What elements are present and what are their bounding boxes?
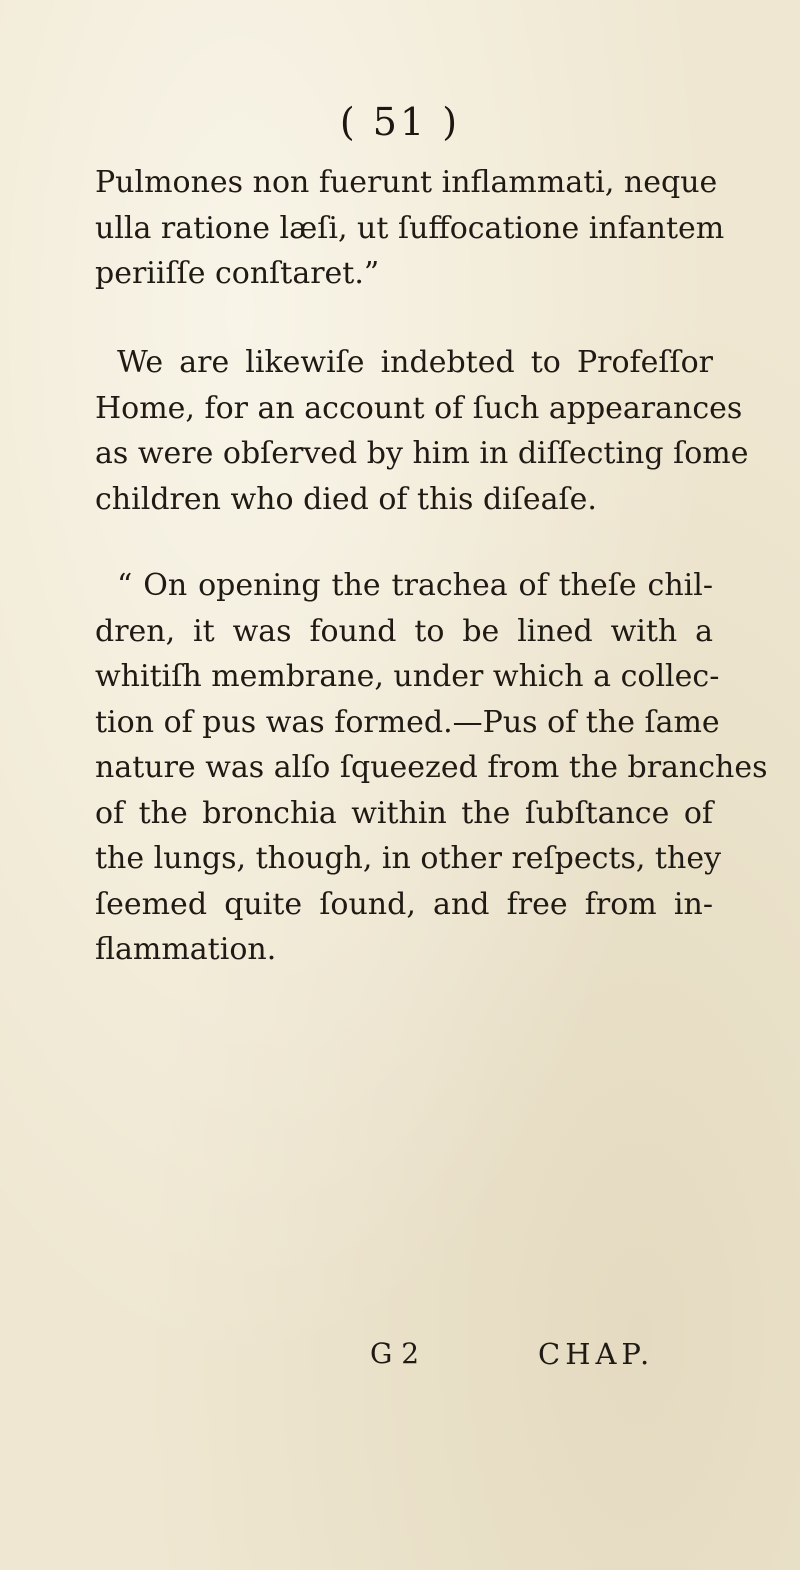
text-line: ulla ratione læſi, ut ſuffocatione infantem [95,210,725,246]
text-line: Pulmones non fuerunt inflammati, neque [95,165,718,200]
text-line: tion of pus was formed.—Pus of the ſame [95,704,720,740]
paragraph-professor-home [95,340,749,522]
signature-mark: G 2 [370,1337,420,1370]
paragraph-latin-quote [95,160,725,297]
text-line: “ On opening the trachea of theſe chil- [117,568,713,603]
text-line: as were obſerved by him in diſſecting ſome [95,436,749,471]
text-line: flammation. [95,932,277,967]
text-line: dren, it was found to be lined with a [95,613,713,649]
page-number: ( 51 ) [339,100,461,144]
text-line: We are likewiſe indebted to Profeſſor [117,345,713,380]
text-line: the lungs, though, in other reſpects, they [95,841,722,876]
paragraph-trachea-quote [95,563,768,973]
text-line: Home, for an account of ſuch appearances [95,390,743,426]
catchword: CHAP. [538,1337,655,1371]
text-line: nature was alſo ſqueezed from the branches [95,750,768,785]
text-line: children who died of this diſeaſe. [95,481,597,517]
text-line: whitiſh membrane, under which a collec- [95,659,720,694]
text-line: periiſſe conſtaret.” [95,256,380,291]
text-line: of the bronchia within the ſubſtance of [95,795,713,831]
text-line: ſeemed quite ſound, and free from in- [95,886,713,922]
